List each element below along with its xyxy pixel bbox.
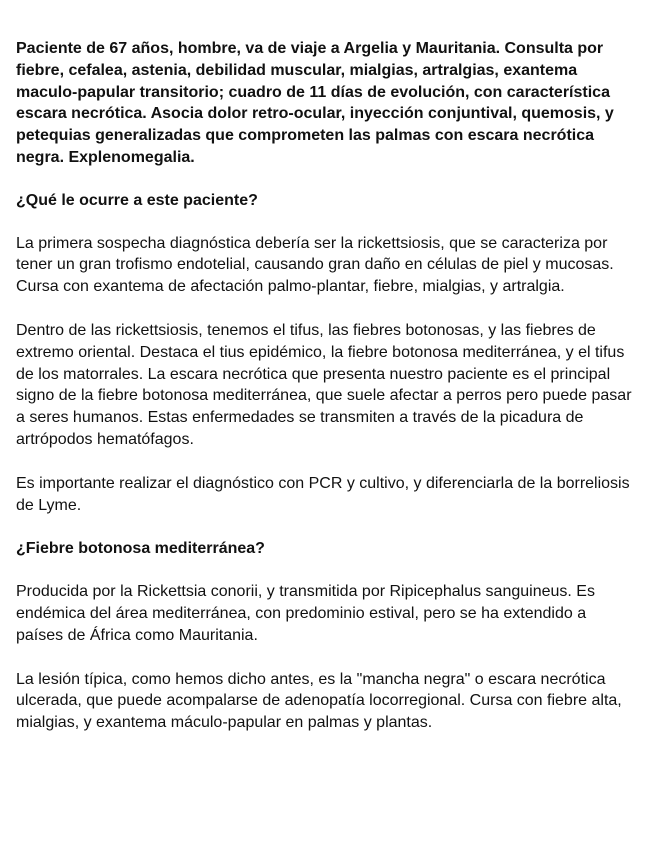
section-diagnosis bbox=[16, 190, 632, 517]
paragraph: La primera sospecha diagnóstica debería ser la rickettsiosis, que se caracteriza por tener un gran trofismo endotelial, causando gran daño en células de piel y mucosas. Cursa con exantema de afectación palmo-plantar, fiebre, mialgias, y artralgia. bbox=[16, 234, 614, 296]
question-heading: ¿Qué le ocurre a este paciente? bbox=[16, 191, 258, 209]
document-page bbox=[16, 38, 632, 756]
case-description: Paciente de 67 años, hombre, va de viaje a Argelia y Mauritania. Consulta por fiebre, cefalea, astenia, debilidad muscular, mialgias, artralgias, exantema maculo-papular transitorio; cuadro de 11 días de evolución, con característica escara necrótica. Asocia dolor retro-ocular, inyección conjuntival, quemosis, y petequias generalizadas que comprometen las palmas con escara necrótica negra. Explenomegalia. bbox=[16, 40, 614, 166]
paragraph: La lesión típica, como hemos dicho antes, es la "mancha negra" o escara necrótica ulcerada, que puede acompalarse de adenopatía locorregional. Cursa con fiebre alta, mialgias, y exantema máculo-papular en palmas y plantas. bbox=[16, 670, 622, 732]
paragraph: Es importante realizar el diagnóstico con PCR y cultivo, y diferenciarla de la borreliosis de Lyme. bbox=[16, 474, 630, 514]
section-mediterranean-spotted-fever bbox=[16, 538, 632, 734]
paragraph: Dentro de las rickettsiosis, tenemos el tifus, las fiebres botonosas, y las fiebres de extremo oriental. Destaca el tius epidémico, la fiebre botonosa mediterránea, y el tifus de los matorrales. La escara necrótica que presenta nuestro paciente es el principal signo de la fiebre botonosa mediterránea, que suele afectar a perros pero puede pasar a seres humanos. Estas enfermedades se transmiten a través de la picadura de artrópodos hematófagos. bbox=[16, 321, 632, 448]
question-heading: ¿Fiebre botonosa mediterránea? bbox=[16, 540, 265, 558]
paragraph: Producida por la Rickettsia conorii, y transmitida por Ripicephalus sanguineus. Es endémica del área mediterránea, con predominio estival, pero se ha extendido a países de África como Mauritania. bbox=[16, 583, 595, 644]
